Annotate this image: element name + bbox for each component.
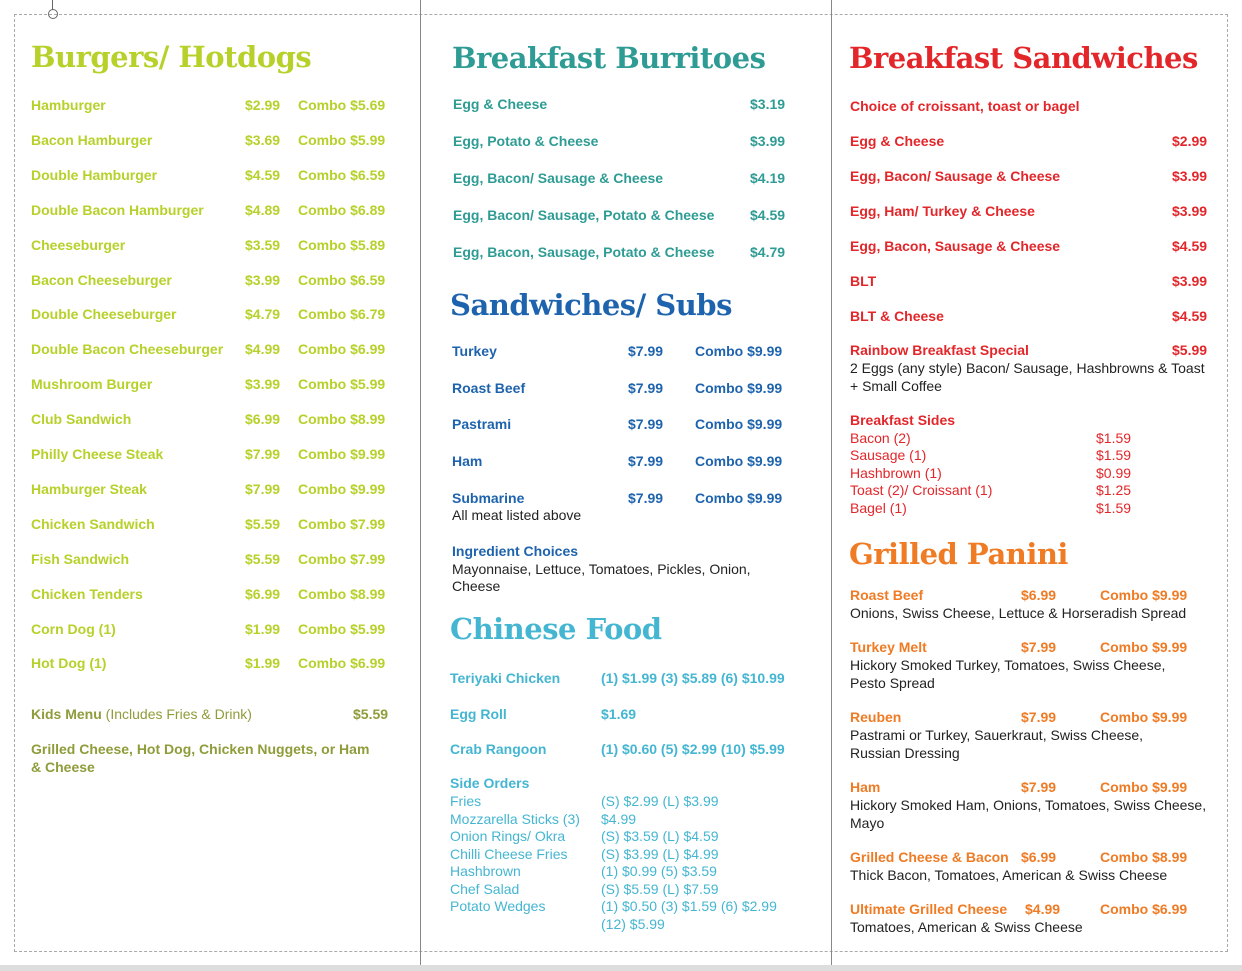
item-name: Egg, Bacon/ Sausage & Cheese	[453, 170, 664, 186]
item-name: Chicken Sandwich	[31, 515, 155, 532]
breakfast-sides-title: Breakfast Sides	[850, 412, 956, 428]
side-orders-extra: (12) $5.99	[601, 916, 665, 932]
item-combo-price: Combo $9.99	[1100, 587, 1188, 603]
item-price: $1.99	[245, 655, 281, 672]
page-border-bottom	[14, 951, 1228, 952]
item-combo-price: Combo $6.99	[298, 655, 386, 672]
item-combo-price: Combo $6.59	[298, 271, 386, 288]
item-price: $3.19	[750, 96, 786, 112]
side-prices: (S) $5.59 (L) $7.59	[601, 880, 719, 897]
item-name: BLT	[850, 273, 877, 289]
side-name: Potato Wedges	[450, 898, 546, 914]
item-price: $3.59	[245, 236, 281, 253]
item-combo-price: Combo $9.99	[695, 489, 783, 506]
side-name: Hashbrown	[450, 863, 521, 879]
resize-handle[interactable]	[48, 9, 58, 19]
side-name: Toast (2)/ Croissant (1)	[850, 482, 993, 499]
panel-fold-1	[420, 0, 421, 971]
page-border-left	[14, 14, 15, 952]
item-price: $3.69	[245, 131, 281, 148]
item-price: $4.19	[750, 170, 786, 186]
special-name: Rainbow Breakfast Special	[850, 342, 1029, 358]
side-name: Mozzarella Sticks (3)	[450, 810, 580, 827]
side-price: $1.59	[1096, 430, 1132, 446]
item-price: $7.99	[628, 453, 664, 470]
kids-menu-label: Kids Menu	[31, 706, 102, 722]
side-name: Chef Salad	[450, 880, 520, 897]
item-name: Double Cheeseburger	[31, 306, 177, 323]
item-name: Bacon Cheeseburger	[31, 271, 172, 288]
side-name: Fries	[450, 793, 482, 809]
item-combo-price: Combo $6.99	[298, 341, 386, 358]
item-combo-price: Combo $5.69	[298, 97, 386, 113]
item-name: Egg, Bacon/ Sausage, Potato & Cheese	[453, 207, 715, 223]
side-prices: (1) $0.99 (5) $3.59	[601, 863, 717, 879]
item-name: Bacon Hamburger	[31, 131, 153, 148]
item-price: $6.99	[1021, 849, 1057, 865]
item-price: $4.99	[1025, 901, 1061, 917]
side-price: $1.59	[1096, 447, 1132, 464]
item-prices: (1) $1.99 (3) $5.89 (6) $10.99	[601, 670, 785, 686]
special-price: $5.99	[1172, 342, 1208, 358]
item-combo-price: Combo $5.99	[298, 131, 386, 148]
item-name: Ham	[850, 779, 881, 795]
item-combo-price: Combo $8.99	[298, 585, 386, 602]
item-combo-price: Combo $5.99	[298, 620, 386, 637]
item-name: Grilled Cheese & Bacon	[850, 849, 1009, 865]
breakfast-title: Breakfast Sandwiches	[849, 41, 1198, 75]
item-price: $7.99	[245, 480, 281, 497]
item-name: Cheeseburger	[31, 236, 126, 253]
side-name: Bacon (2)	[850, 430, 911, 446]
panini-desc: Thick Bacon, Tomatoes, American & Swiss Cheese	[850, 867, 1168, 883]
item-combo-price: Combo $9.99	[298, 446, 386, 462]
item-name: Chicken Tenders	[31, 585, 143, 602]
page-border-top	[14, 14, 1228, 15]
special-desc-1: 2 Eggs (any style) Bacon/ Sausage, Hashbrowns & Toast	[850, 360, 1205, 376]
item-price: $7.99	[628, 416, 664, 433]
side-orders-title: Side Orders	[450, 775, 530, 791]
item-combo-price: Combo $9.99	[1100, 779, 1188, 795]
panini-desc: Pesto Spread	[850, 675, 935, 691]
item-price: $3.99	[1172, 203, 1208, 219]
side-price: $1.59	[1096, 499, 1132, 516]
item-price: $7.99	[628, 379, 664, 396]
subs-title: Sandwiches/ Subs	[450, 288, 732, 322]
item-price: $7.99	[1021, 709, 1057, 725]
side-prices: (S) $3.99 (L) $4.99	[601, 845, 719, 862]
item-combo-price: Combo $6.89	[298, 201, 386, 218]
side-name: Onion Rings/ Okra	[450, 828, 566, 844]
ingredients-title: Ingredient Choices	[452, 543, 579, 559]
item-combo-price: Combo $9.99	[1100, 639, 1188, 655]
item-combo-price: Combo $9.99	[298, 480, 386, 497]
item-price: $4.99	[245, 341, 281, 358]
special-desc-2: + Small Coffee	[850, 378, 942, 394]
item-prices: $1.69	[601, 706, 637, 722]
item-combo-price: Combo $9.99	[1100, 709, 1188, 725]
item-name: Egg, Ham/ Turkey & Cheese	[850, 203, 1035, 219]
item-price: $5.59	[245, 550, 281, 567]
kids-menu-options-1: Grilled Cheese, Hot Dog, Chicken Nuggets, or Ham	[31, 741, 370, 757]
item-combo-price: Combo $6.59	[298, 166, 386, 183]
item-name: Hamburger	[31, 97, 106, 113]
item-name: Ham	[452, 453, 483, 470]
item-price: $4.79	[750, 244, 786, 260]
panini-desc: Hickory Smoked Turkey, Tomatoes, Swiss Cheese,	[850, 657, 1166, 673]
item-price: $7.99	[628, 489, 664, 506]
item-name: Egg, Bacon, Sausage & Cheese	[850, 238, 1061, 254]
item-combo-price: Combo $6.99	[1100, 901, 1188, 917]
item-name: Club Sandwich	[31, 411, 132, 428]
item-name: Roast Beef	[452, 379, 526, 396]
item-price: $6.99	[245, 585, 281, 602]
item-price: $7.99	[245, 446, 281, 462]
burritos-title: Breakfast Burritoes	[452, 41, 766, 75]
kids-menu-note: (Includes Fries & Drink)	[101, 706, 252, 722]
item-name: Double Bacon Hamburger	[31, 201, 204, 218]
item-price: $3.99	[750, 133, 786, 149]
item-combo-price: Combo $5.99	[298, 376, 386, 393]
item-prices: (1) $0.60 (5) $2.99 (10) $5.99	[601, 741, 785, 757]
item-price: $4.89	[245, 201, 281, 218]
item-combo-price: Combo $8.99	[298, 411, 386, 428]
item-name: Double Hamburger	[31, 166, 158, 183]
item-price: $3.99	[1172, 273, 1208, 289]
item-name: Submarine	[452, 489, 525, 506]
side-prices: $4.99	[601, 810, 637, 827]
item-name: Fish Sandwich	[31, 550, 130, 567]
item-price: $7.99	[1021, 779, 1057, 795]
side-price: $0.99	[1096, 464, 1132, 481]
item-price: $2.99	[1172, 133, 1208, 149]
item-combo-price: Combo $9.99	[695, 379, 783, 396]
panini-desc: Hickory Smoked Ham, Onions, Tomatoes, Swiss Cheese,	[850, 797, 1207, 813]
item-name: Corn Dog (1)	[31, 620, 116, 637]
panini-desc: Russian Dressing	[850, 745, 960, 761]
kids-menu-options-2: & Cheese	[31, 759, 95, 775]
ingredients-line-2: Cheese	[452, 578, 501, 594]
panini-desc: Pastrami or Turkey, Sauerkraut, Swiss Cheese,	[850, 727, 1144, 743]
item-name: Turkey Melt	[850, 639, 927, 655]
panini-desc: Mayo	[850, 815, 885, 831]
item-name: BLT & Cheese	[850, 308, 944, 324]
item-name: Hamburger Steak	[31, 480, 147, 497]
item-name: Egg, Bacon, Sausage, Potato & Cheese	[453, 244, 715, 260]
item-price: $1.99	[245, 620, 281, 637]
item-name: Philly Cheese Steak	[31, 446, 164, 462]
item-name: Turkey	[452, 343, 497, 359]
item-price: $3.99	[1172, 168, 1208, 184]
item-combo-price: Combo $5.89	[298, 236, 386, 253]
item-price: $6.99	[1021, 587, 1057, 603]
item-name: Pastrami	[452, 416, 512, 433]
kids-menu-price: $5.59	[353, 706, 389, 722]
item-name: Ultimate Grilled Cheese	[850, 901, 1008, 917]
item-price: $4.59	[245, 166, 281, 183]
item-name: Double Bacon Cheeseburger	[31, 341, 224, 358]
item-combo-price: Combo $9.99	[695, 343, 783, 359]
item-price: $2.99	[245, 97, 281, 113]
kids-menu-row	[31, 706, 391, 724]
special-row	[850, 342, 1210, 360]
item-price: $7.99	[1021, 639, 1057, 655]
side-name: Hashbrown (1)	[850, 464, 942, 481]
item-price: $6.99	[245, 411, 281, 428]
item-name: Crab Rangoon	[450, 741, 547, 757]
item-name: Teriyaki Chicken	[450, 670, 561, 686]
item-name: Hot Dog (1)	[31, 655, 107, 672]
item-name: Egg & Cheese	[850, 133, 945, 149]
item-price: $5.59	[245, 515, 281, 532]
burgers-title: Burgers/ Hotdogs	[31, 40, 312, 74]
item-combo-price: Combo $9.99	[695, 453, 783, 470]
page-bottom-edge	[0, 965, 1242, 971]
side-name: Bagel (1)	[850, 499, 907, 516]
item-name: Reuben	[850, 709, 902, 725]
item-name: Roast Beef	[850, 587, 924, 603]
item-price: $4.59	[750, 207, 786, 223]
item-name: Egg & Cheese	[453, 96, 548, 112]
side-name: Chilli Cheese Fries	[450, 845, 568, 862]
item-combo-price: Combo $6.79	[298, 306, 386, 323]
item-name: Egg, Bacon/ Sausage & Cheese	[850, 168, 1061, 184]
item-price: $3.99	[245, 271, 281, 288]
submarine-note: All meat listed above	[452, 507, 582, 523]
item-price: $4.79	[245, 306, 281, 323]
panel-fold-2	[831, 0, 832, 971]
item-price: $3.99	[245, 376, 281, 393]
side-name: Sausage (1)	[850, 447, 927, 464]
item-name: Mushroom Burger	[31, 376, 153, 393]
item-price: $7.99	[628, 343, 664, 359]
item-price: $4.59	[1172, 238, 1208, 254]
breakfast-choice: Choice of croissant, toast or bagel	[850, 98, 1080, 114]
item-combo-price: Combo $9.99	[695, 416, 783, 433]
side-price: $1.25	[1096, 482, 1132, 499]
item-combo-price: Combo $7.99	[298, 515, 386, 532]
side-prices: (S) $3.59 (L) $4.59	[601, 828, 719, 844]
ingredients-line-1: Mayonnaise, Lettuce, Tomatoes, Pickles, Onion,	[452, 561, 751, 577]
item-price: $4.59	[1172, 308, 1208, 324]
item-name: Egg Roll	[450, 706, 507, 722]
side-prices: (1) $0.50 (3) $1.59 (6) $2.99	[601, 898, 777, 914]
chinese-title: Chinese Food	[450, 612, 662, 646]
item-combo-price: Combo $7.99	[298, 550, 386, 567]
panini-title: Grilled Panini	[849, 537, 1068, 571]
page-border-right	[1227, 14, 1228, 952]
panini-desc: Onions, Swiss Cheese, Lettuce & Horseradish Spread	[850, 605, 1187, 621]
side-prices: (S) $2.99 (L) $3.99	[601, 793, 719, 809]
panini-desc: Tomatoes, American & Swiss Cheese	[850, 919, 1083, 935]
item-combo-price: Combo $8.99	[1100, 849, 1188, 865]
item-name: Egg, Potato & Cheese	[453, 133, 599, 149]
